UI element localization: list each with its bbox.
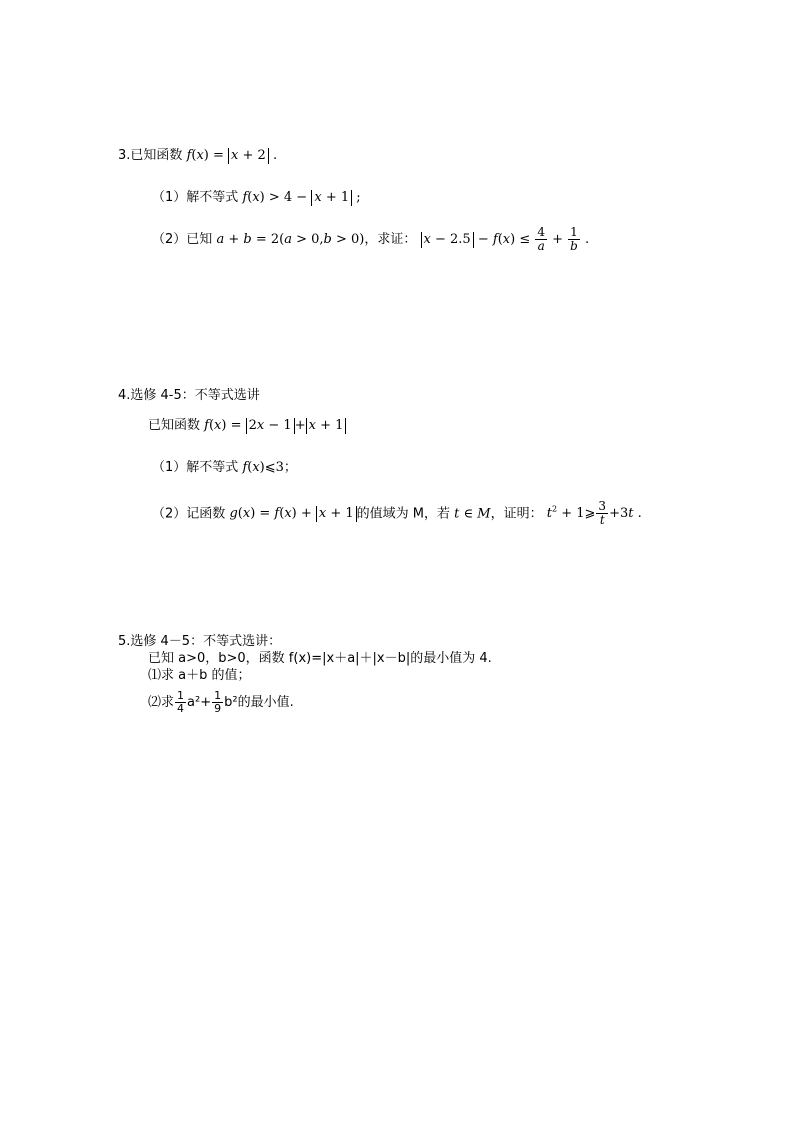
q4-p1-label: （1） — [152, 460, 187, 475]
q4-part1 — [152, 458, 297, 478]
q3-stem — [118, 146, 277, 166]
q4-p2-membership: t ∈ M — [454, 506, 491, 522]
q4-p2-inequality: $t^2$ + 1⩾ $\frac{3}{t}$ +3t . — [546, 499, 642, 528]
q4-function-def: f(x) = 2x − 1 + x + 1 — [204, 418, 346, 433]
q3-p2-label: （2） — [152, 232, 187, 247]
q4-p1-text: 解不等式 — [186, 460, 239, 475]
q5-heading: 5.选修 4－5：不等式选讲： — [118, 634, 282, 649]
q4-heading: 4.选修 4-5：不等式选讲 — [118, 388, 260, 403]
q4-p2-gdef: g(x) = f(x) + x + 1 — [229, 506, 356, 521]
q5-frac-ninth: $\frac{1}{9}$ — [214, 689, 222, 715]
q4-p2-text: 记函数 — [186, 506, 226, 522]
q3-p1-inequality: f(x) > 4 − x + 1 ; — [242, 190, 361, 205]
q3-p1-label: （1） — [152, 190, 187, 205]
q4-intro: 已知函数 — [148, 418, 201, 433]
q3-p2-condition: a + b = 2(a > 0,b > 0) — [216, 232, 365, 247]
q5-p2-end: 的最小值. — [237, 695, 294, 710]
q3-p1-text: 解不等式 — [186, 190, 239, 205]
q3-number: 3. — [118, 148, 131, 163]
q4-p2-prove: ，证明： — [490, 506, 543, 522]
q4-p1-inequality: f(x)⩽3； — [242, 460, 297, 475]
q3-p2-inequality: x − 2.5 − f(x) ≤ $\frac{4}{a}$ + $\frac{1}{b}$ . — [421, 232, 590, 247]
q3-part2 — [152, 226, 589, 253]
q3-function-def: f(x) = x + 2 . — [186, 148, 278, 163]
q4-part2 — [152, 500, 642, 527]
q5-frac-quarter: $\frac{1}{4}$ — [177, 689, 185, 715]
q3-part1 — [152, 188, 361, 208]
q5-line1: 已知 a>0，b>0，函数 f(x)=|x＋a|＋|x－b|的最小值为 4. — [148, 651, 492, 666]
q4-p2-range: 的值域为 M，若 — [356, 506, 451, 522]
q3-p2-prove: ，求证： — [364, 232, 417, 247]
q5-part1: ⑴求 a＋b 的值； — [148, 668, 251, 683]
q4-stem — [148, 416, 346, 436]
q4-p2-label: （2） — [152, 506, 187, 522]
q5-p2-label: ⑵求 — [148, 695, 175, 710]
q5-part2: ⑵求 $\frac{1}{4}$ a²+ $\frac{1}{9}$ b²的最小值. — [148, 689, 294, 715]
q3-p2-text: 已知 — [186, 232, 213, 247]
q3-intro: 已知函数 — [130, 148, 183, 163]
